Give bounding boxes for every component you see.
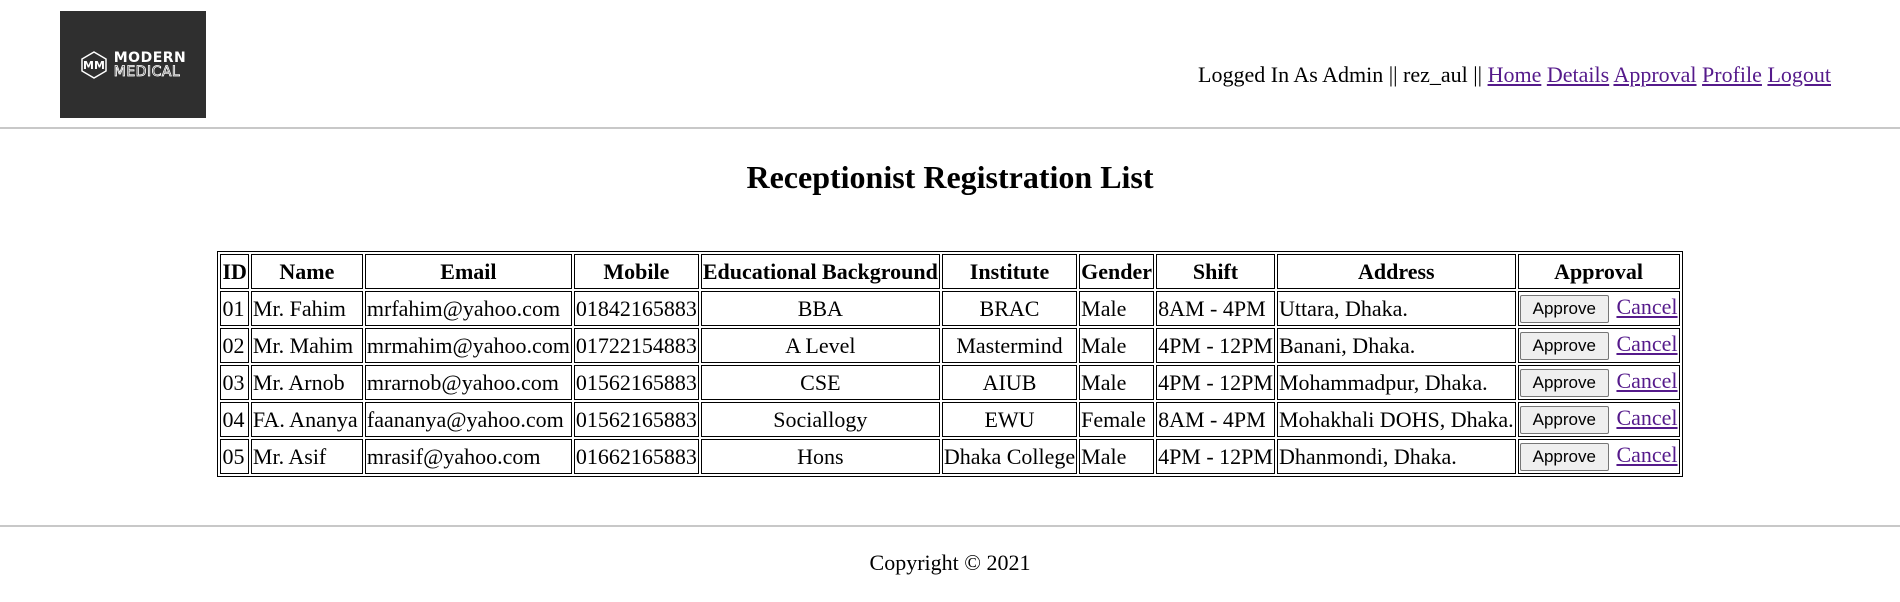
footer-divider xyxy=(0,525,1900,527)
column-header-shift: Shift xyxy=(1156,254,1275,289)
column-header-gender: Gender xyxy=(1079,254,1154,289)
table-container xyxy=(0,251,1900,477)
approve-button[interactable]: Approve xyxy=(1520,295,1609,323)
cell-approval xyxy=(1518,365,1680,400)
cell-email: mrarnob@yahoo.com xyxy=(365,365,572,400)
cell-mobile: 01562165883 xyxy=(574,402,699,437)
cell-address: Banani, Dhaka. xyxy=(1277,328,1516,363)
nav-link-profile[interactable]: Profile xyxy=(1702,62,1762,87)
cell-name: Mr. Fahim xyxy=(251,291,363,326)
table-row xyxy=(220,328,1679,363)
logo-content xyxy=(80,51,187,79)
cancel-link[interactable]: Cancel xyxy=(1616,368,1678,393)
cancel-link[interactable]: Cancel xyxy=(1616,294,1678,319)
cell-email: faananya@yahoo.com xyxy=(365,402,572,437)
column-header-institute: Institute xyxy=(942,254,1077,289)
cell-email: mrasif@yahoo.com xyxy=(365,439,572,474)
cell-address: Mohammadpur, Dhaka. xyxy=(1277,365,1516,400)
column-header-approval: Approval xyxy=(1518,254,1680,289)
cell-mobile: 01562165883 xyxy=(574,365,699,400)
cell-name: Mr. Asif xyxy=(251,439,363,474)
cell-mobile: 01842165883 xyxy=(574,291,699,326)
table-row xyxy=(220,291,1679,326)
cell-shift: 8AM - 4PM xyxy=(1156,291,1275,326)
table-row xyxy=(220,439,1679,474)
cell-mobile: 01722154883 xyxy=(574,328,699,363)
receptionist-table xyxy=(217,251,1682,477)
cell-address: Uttara, Dhaka. xyxy=(1277,291,1516,326)
cancel-link[interactable]: Cancel xyxy=(1616,331,1678,356)
cell-approval xyxy=(1518,328,1680,363)
cell-institute: EWU xyxy=(942,402,1077,437)
header-divider xyxy=(0,127,1900,129)
cell-education: A Level xyxy=(701,328,940,363)
approve-button[interactable]: Approve xyxy=(1520,406,1609,434)
cell-gender: Male xyxy=(1079,439,1154,474)
cell-gender: Male xyxy=(1079,291,1154,326)
cancel-link[interactable]: Cancel xyxy=(1616,442,1678,467)
nav-link-details[interactable]: Details xyxy=(1546,62,1610,87)
cell-institute: AIUB xyxy=(942,365,1077,400)
cell-id: 03 xyxy=(220,365,248,400)
nav-link-logout[interactable]: Logout xyxy=(1767,62,1831,87)
cell-shift: 8AM - 4PM xyxy=(1156,402,1275,437)
cell-id: 05 xyxy=(220,439,248,474)
top-nav xyxy=(1198,62,1831,88)
cell-name: Mr. Mahim xyxy=(251,328,363,363)
logo[interactable] xyxy=(60,11,206,118)
table-row xyxy=(220,402,1679,437)
cell-address: Dhanmondi, Dhaka. xyxy=(1277,439,1516,474)
cell-institute: Dhaka College xyxy=(942,439,1077,474)
column-header-education: Educational Background xyxy=(701,254,940,289)
cell-shift: 4PM - 12PM xyxy=(1156,328,1275,363)
logged-in-status: Logged In As Admin || rez_aul || xyxy=(1198,62,1483,87)
cell-institute: BRAC xyxy=(942,291,1077,326)
column-header-name: Name xyxy=(251,254,363,289)
cell-education: Hons xyxy=(701,439,940,474)
footer xyxy=(0,550,1900,576)
cell-gender: Male xyxy=(1079,328,1154,363)
cell-education: CSE xyxy=(701,365,940,400)
cell-approval xyxy=(1518,402,1680,437)
copyright-text: Copyright © 2021 xyxy=(869,550,1031,575)
cell-id: 04 xyxy=(220,402,248,437)
header xyxy=(0,0,1900,127)
cell-address: Mohakhali DOHS, Dhaka. xyxy=(1277,402,1516,437)
cell-education: Sociallogy xyxy=(701,402,940,437)
table-row xyxy=(220,365,1679,400)
cell-email: mrmahim@yahoo.com xyxy=(365,328,572,363)
logo-text-medical: MEDICAL xyxy=(113,63,181,80)
cell-id: 02 xyxy=(220,328,248,363)
cell-institute: Mastermind xyxy=(942,328,1077,363)
cell-approval xyxy=(1518,291,1680,326)
cell-approval xyxy=(1518,439,1680,474)
page-title: Receptionist Registration List xyxy=(746,159,1154,195)
table-header-row xyxy=(220,254,1679,289)
column-header-address: Address xyxy=(1277,254,1516,289)
cell-gender: Female xyxy=(1079,402,1154,437)
cell-education: BBA xyxy=(701,291,940,326)
cell-name: FA. Ananya xyxy=(251,402,363,437)
logo-text-modern: MODERN xyxy=(113,49,187,66)
approve-button[interactable]: Approve xyxy=(1520,369,1609,397)
approve-button[interactable]: Approve xyxy=(1520,443,1609,471)
cancel-link[interactable]: Cancel xyxy=(1616,405,1678,430)
cell-email: mrfahim@yahoo.com xyxy=(365,291,572,326)
column-header-id: ID xyxy=(220,254,248,289)
cell-mobile: 01662165883 xyxy=(574,439,699,474)
approve-button[interactable]: Approve xyxy=(1520,332,1609,360)
cell-shift: 4PM - 12PM xyxy=(1156,439,1275,474)
logo-monogram-text: MM xyxy=(82,58,105,72)
nav-link-approval[interactable]: Approval xyxy=(1613,62,1697,87)
cell-id: 01 xyxy=(220,291,248,326)
nav-link-home[interactable]: Home xyxy=(1487,62,1542,87)
cell-shift: 4PM - 12PM xyxy=(1156,365,1275,400)
cell-name: Mr. Arnob xyxy=(251,365,363,400)
mm-monogram-icon xyxy=(80,51,108,79)
cell-gender: Male xyxy=(1079,365,1154,400)
column-header-email: Email xyxy=(365,254,572,289)
column-header-mobile: Mobile xyxy=(574,254,699,289)
